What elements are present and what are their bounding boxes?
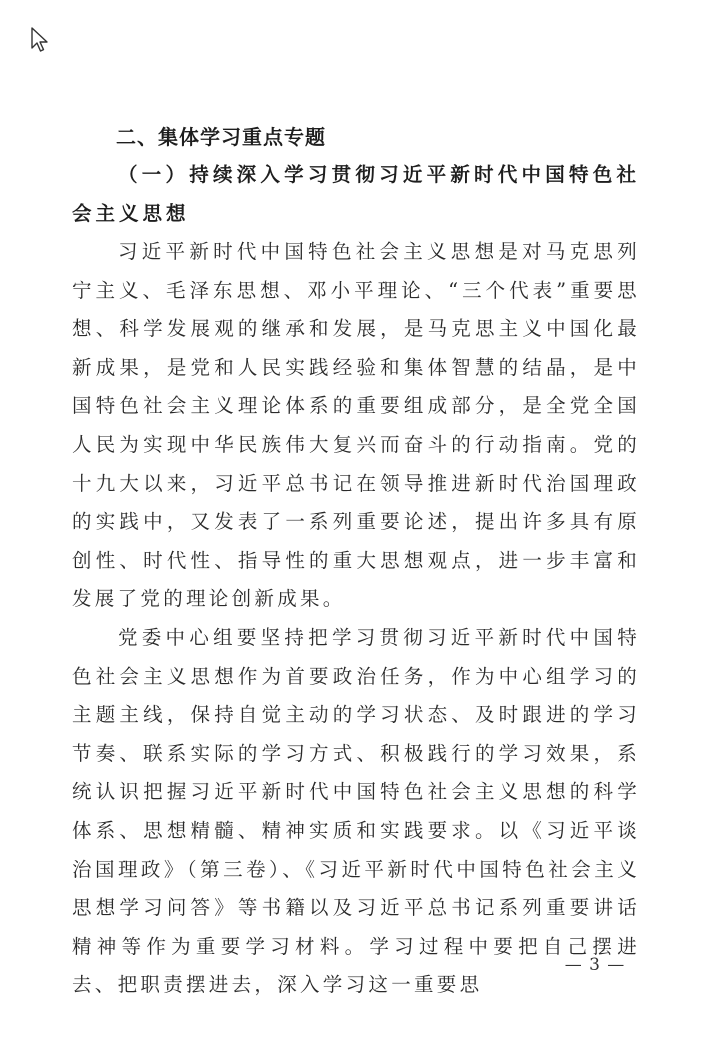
section-heading: 二、集体学习重点专题 — [116, 125, 326, 149]
body-paragraph-2: 党委中心组要坚持把学习贯彻习近平新时代中国特色社会主义思想作为首要政治任务，作为中心组学习的主题主线，保持自觉主动的学习状态、及时跟进的学习节奏、联系实际的学习方式、积极践行的学习效果，系统认识把握习近平新时代中国特色社会主义思想的科学体系、思想精髓、精神实质和实践要求。以《习近平谈治国理政》（第三卷）、《习近平新时代中国特色社会主义思想学习问答》等书籍以及习近平总书记系列重要讲话精神等作为重要学习材料。学习过程中要把自己摆进去、把职责摆进去，深入学习这一重要思 — [72, 625, 640, 997]
body-paragraph-1: 习近平新时代中国特色社会主义思想是对马克思列宁主义、毛泽东思想、邓小平理论、“三个代表”重要思想、科学发展观的继承和发展，是马克思主义中国化最新成果，是党和人民实践经验和集体智慧的结晶，是中国特色社会主义理论体系的重要组成部分，是全党全国人民为实现中华民族伟大复兴而奋斗的行动指南。党的十九大以来，习近平总书记在领导推进新时代治国理政的实践中，又发表了一系列重要论述，提出许多具有原创性、时代性、指导性的重大思想观点，进一步丰富和发展了党的理论创新成果。 — [72, 240, 640, 611]
document-page — [72, 118, 640, 1005]
page-number: — 3 — — [564, 955, 626, 975]
subsection-heading: （一）持续深入学习贯彻习近平新时代中国特色社会主义思想 — [72, 163, 640, 225]
mouse-pointer-icon — [30, 26, 50, 54]
